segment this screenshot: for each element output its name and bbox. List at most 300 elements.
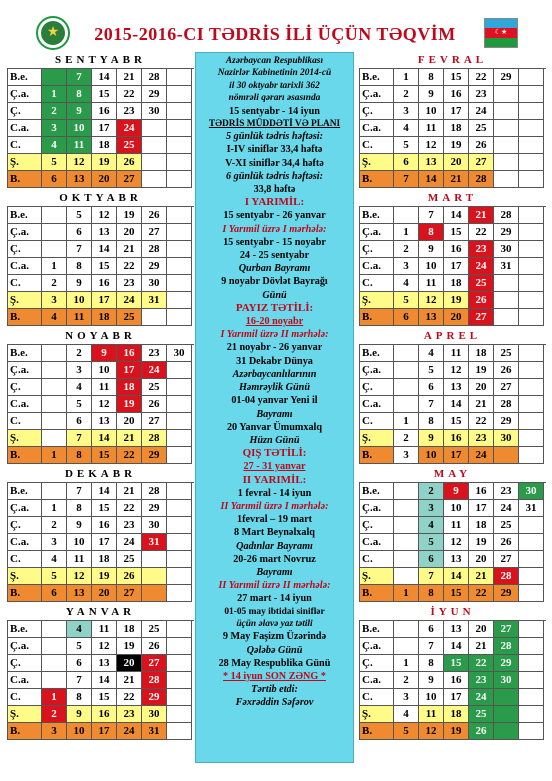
day-cell: 20 (92, 171, 117, 188)
day-cell: 19 (444, 137, 469, 154)
day-cell (42, 241, 67, 258)
weekday-label: Ç. (8, 241, 42, 258)
day-cell: 6 (42, 171, 67, 188)
day-cell: 16 (92, 517, 117, 534)
day-cell: 28 (494, 207, 519, 224)
day-cell: 7 (419, 207, 444, 224)
weekday-label: C. (8, 551, 42, 568)
day-cell: 30 (494, 672, 519, 689)
day-cell: 25 (469, 706, 494, 723)
day-cell (167, 585, 192, 602)
day-cell: 24 (469, 258, 494, 275)
day-cell (167, 500, 192, 517)
day-cell (519, 69, 544, 86)
day-cell: 27 (142, 224, 167, 241)
azerbaijan-flag-icon: ☾★ (484, 18, 518, 48)
day-cell (494, 292, 519, 309)
day-cell: 2 (394, 430, 419, 447)
day-cell: 5 (67, 207, 92, 224)
weekday-label: Ç. (8, 379, 42, 396)
day-cell: 18 (117, 379, 142, 396)
day-cell: 2 (419, 483, 444, 500)
day-cell: 26 (117, 568, 142, 585)
plan-line: 9 noyabr Dövlət Bayrağı (221, 276, 328, 288)
day-cell (519, 585, 544, 602)
day-cell: 2 (42, 103, 67, 120)
day-cell (42, 413, 67, 430)
day-cell: 27 (494, 379, 519, 396)
weekday-label: B.e. (8, 621, 42, 638)
day-cell (494, 154, 519, 171)
month-name: DEKABR (64, 468, 137, 480)
day-cell: 4 (42, 309, 67, 326)
day-cell (167, 137, 192, 154)
day-cell (519, 154, 544, 171)
day-cell: 15 (92, 86, 117, 103)
day-cell: 26 (469, 292, 494, 309)
weekday-label: Ç. (360, 517, 394, 534)
day-cell: 22 (469, 224, 494, 241)
day-cell: 2 (394, 672, 419, 689)
day-cell: 29 (142, 86, 167, 103)
day-cell: 27 (469, 309, 494, 326)
day-cell: 17 (117, 362, 142, 379)
month-sentyabr (7, 52, 194, 188)
plan-line: Qurban Bayramı (238, 263, 311, 275)
day-cell: 11 (92, 379, 117, 396)
day-cell: 8 (419, 655, 444, 672)
day-cell (167, 154, 192, 171)
day-cell: 8 (67, 689, 92, 706)
day-cell: 17 (92, 534, 117, 551)
day-cell: 16 (444, 672, 469, 689)
plan-line: 5 günlük tədris həftəsi: (225, 131, 324, 143)
day-cell: 1 (42, 689, 67, 706)
day-cell: 26 (142, 638, 167, 655)
day-cell (167, 534, 192, 551)
day-cell: 27 (494, 621, 519, 638)
day-cell: 5 (67, 396, 92, 413)
day-cell: 7 (419, 396, 444, 413)
day-cell (167, 258, 192, 275)
day-cell: 6 (67, 224, 92, 241)
day-cell (167, 430, 192, 447)
day-cell: 17 (92, 723, 117, 740)
day-cell: 7 (67, 430, 92, 447)
plan-line: 01-04 yanvar Yeni il (231, 395, 318, 407)
day-cell (42, 224, 67, 241)
day-cell: 17 (469, 500, 494, 517)
day-cell: 6 (419, 621, 444, 638)
month-name: YANVAR (65, 606, 136, 618)
weekday-label: B. (8, 585, 42, 602)
day-cell: 4 (394, 275, 419, 292)
month-name: OKTYABR (59, 192, 142, 204)
plan-line: 1fevral – 19 mart (237, 514, 312, 526)
day-cell: 30 (494, 241, 519, 258)
day-cell: 17 (92, 292, 117, 309)
day-cell: 8 (419, 413, 444, 430)
day-cell: 11 (419, 120, 444, 137)
day-cell: 29 (142, 689, 167, 706)
day-cell: 21 (117, 69, 142, 86)
day-cell: 21 (117, 483, 142, 500)
weekday-label: B. (8, 447, 42, 464)
day-cell (394, 345, 419, 362)
weekday-label: Ş. (8, 430, 42, 447)
day-cell: 23 (117, 517, 142, 534)
day-cell: 1 (394, 413, 419, 430)
day-cell: 20 (444, 154, 469, 171)
day-cell: 16 (444, 430, 469, 447)
day-cell: 8 (67, 86, 92, 103)
day-cell: 20 (469, 551, 494, 568)
day-cell (42, 483, 67, 500)
day-cell: 17 (444, 689, 469, 706)
weekday-label: B.e. (360, 345, 394, 362)
day-cell (167, 362, 192, 379)
weekday-label: B.e. (8, 345, 42, 362)
day-cell: 27 (117, 171, 142, 188)
weekday-label: Ç.a. (8, 638, 42, 655)
day-cell: 19 (92, 154, 117, 171)
day-cell: 29 (142, 500, 167, 517)
day-cell: 30 (142, 517, 167, 534)
day-cell (519, 207, 544, 224)
day-cell: 1 (394, 69, 419, 86)
day-cell (394, 379, 419, 396)
day-cell: 16 (444, 241, 469, 258)
day-cell: 29 (494, 69, 519, 86)
weekday-label: Ş. (360, 154, 394, 171)
day-cell (167, 568, 192, 585)
day-cell (519, 137, 544, 154)
day-cell: 13 (444, 551, 469, 568)
plan-line: il 30 oktyabr tarixli 362 (229, 80, 320, 91)
plan-line: Qadınlar Bayramı (236, 540, 313, 552)
day-cell (167, 241, 192, 258)
day-cell: 27 (494, 551, 519, 568)
weekday-label: B.e. (360, 621, 394, 638)
month-aprel (359, 328, 546, 464)
day-cell: 10 (419, 103, 444, 120)
plan-line: Bayramı (256, 566, 293, 578)
day-cell (394, 638, 419, 655)
day-cell: 29 (494, 224, 519, 241)
day-cell: 3 (42, 723, 67, 740)
day-cell: 31 (519, 500, 544, 517)
plan-line: üçün əlavə yaz tətili (236, 618, 313, 629)
day-cell: 18 (444, 120, 469, 137)
day-cell: 10 (444, 500, 469, 517)
day-cell (519, 379, 544, 396)
day-cell: 24 (494, 500, 519, 517)
day-cell: 25 (469, 275, 494, 292)
day-cell (167, 120, 192, 137)
day-cell: 26 (494, 362, 519, 379)
day-cell: 6 (42, 585, 67, 602)
weekday-label: B.e. (8, 207, 42, 224)
day-cell (394, 500, 419, 517)
day-cell (519, 430, 544, 447)
day-cell: 25 (117, 551, 142, 568)
day-cell: 15 (444, 69, 469, 86)
day-cell: 12 (419, 723, 444, 740)
day-cell: 14 (444, 396, 469, 413)
plan-line: I YARIMİL: (244, 196, 305, 209)
day-cell (167, 723, 192, 740)
day-cell: 23 (142, 345, 167, 362)
day-cell (519, 241, 544, 258)
day-cell: 8 (419, 224, 444, 241)
day-cell: 10 (419, 689, 444, 706)
weekday-label: C. (8, 413, 42, 430)
day-cell (142, 137, 167, 154)
day-cell: 13 (67, 585, 92, 602)
day-cell: 27 (142, 655, 167, 672)
day-cell: 7 (67, 241, 92, 258)
day-cell: 10 (67, 534, 92, 551)
day-cell: 19 (117, 396, 142, 413)
month-grid (7, 620, 194, 740)
weekday-label: C. (360, 413, 394, 430)
day-cell: 22 (469, 655, 494, 672)
day-cell: 21 (469, 638, 494, 655)
day-cell: 14 (92, 430, 117, 447)
day-cell: 3 (394, 258, 419, 275)
weekday-label: Ç.a. (360, 500, 394, 517)
plan-line: 31 Dekabr Dünya (236, 355, 313, 367)
day-cell: 3 (67, 362, 92, 379)
day-cell: 2 (67, 345, 92, 362)
weekday-label: C.a. (8, 534, 42, 551)
day-cell (142, 585, 167, 602)
day-cell: 9 (419, 430, 444, 447)
day-cell (167, 483, 192, 500)
month-grid (7, 68, 194, 188)
weekday-label: Ç. (8, 103, 42, 120)
day-cell: 11 (92, 621, 117, 638)
day-cell: 11 (67, 309, 92, 326)
day-cell (394, 534, 419, 551)
day-cell: 18 (444, 706, 469, 723)
day-cell: 18 (92, 551, 117, 568)
day-cell: 19 (444, 723, 469, 740)
day-cell: 12 (419, 292, 444, 309)
month-name: APREL (423, 330, 482, 342)
weekday-label: B.e. (360, 207, 394, 224)
plan-line: 28 May Respublika Günü (218, 657, 331, 669)
day-cell: 5 (67, 638, 92, 655)
day-cell: 28 (142, 672, 167, 689)
day-cell: 4 (42, 551, 67, 568)
day-cell: 5 (394, 292, 419, 309)
day-cell: 4 (394, 120, 419, 137)
weekday-label: Ç.a. (8, 86, 42, 103)
plan-line: 16-20 noyabr (245, 316, 304, 328)
month-grid (359, 344, 546, 464)
plan-line: 15 sentyabr - 15 noyabr (223, 236, 326, 248)
day-cell (394, 207, 419, 224)
day-cell (519, 345, 544, 362)
plan-line: 15 sentyabr - 14 iyun (229, 105, 320, 117)
day-cell: 12 (444, 534, 469, 551)
day-cell (42, 430, 67, 447)
day-cell (142, 568, 167, 585)
weekday-label: C. (360, 689, 394, 706)
weekday-label: C.a. (8, 258, 42, 275)
day-cell (167, 103, 192, 120)
day-cell: 10 (67, 292, 92, 309)
day-cell (394, 483, 419, 500)
weekday-label: Ç. (8, 517, 42, 534)
month-grid (7, 344, 194, 464)
day-cell: 21 (469, 396, 494, 413)
plan-line: I-IV siniflər 33,4 həftə (226, 144, 323, 156)
day-cell: 13 (419, 154, 444, 171)
day-cell: 18 (469, 517, 494, 534)
month-noyabr (7, 328, 194, 464)
day-cell: 9 (419, 241, 444, 258)
day-cell: 22 (469, 69, 494, 86)
weekday-label: B.e. (8, 69, 42, 86)
day-cell: 24 (142, 362, 167, 379)
day-cell (519, 171, 544, 188)
day-cell (167, 171, 192, 188)
page-title: 2015-2016-CI TƏDRİS İLİ ÜÇÜN TƏQVİM (94, 24, 456, 44)
day-cell: 12 (92, 207, 117, 224)
day-cell: 24 (469, 103, 494, 120)
day-cell: 29 (494, 413, 519, 430)
day-cell: 14 (444, 568, 469, 585)
plan-line: Nazirlər Kabinetinin 2014-cü (217, 68, 332, 79)
day-cell (167, 86, 192, 103)
plan-line: 27 mart - 14 iyun (237, 593, 312, 605)
plan-line: 24 - 25 sentyabr (239, 250, 310, 262)
month-yanvar (7, 604, 194, 740)
day-cell: 30 (142, 706, 167, 723)
month-name: FEVRAL (417, 54, 488, 66)
day-cell: 26 (469, 137, 494, 154)
day-cell: 19 (469, 362, 494, 379)
day-cell: 27 (117, 585, 142, 602)
day-cell: 21 (469, 568, 494, 585)
day-cell: 16 (444, 86, 469, 103)
plan-line: I Yarımil üzrə II mərhələ: (220, 329, 329, 341)
day-cell: 12 (92, 638, 117, 655)
day-cell (394, 362, 419, 379)
plan-line: 6 günlük tədris həftəsi: (225, 170, 324, 182)
plan-line: nömrəli qərarı əsasında (228, 93, 321, 104)
day-cell: 3 (419, 500, 444, 517)
day-cell: 2 (394, 86, 419, 103)
day-cell: 17 (444, 447, 469, 464)
day-cell (142, 171, 167, 188)
month-name: MART (427, 192, 478, 204)
day-cell (519, 551, 544, 568)
day-cell: 17 (92, 120, 117, 137)
day-cell: 12 (419, 137, 444, 154)
day-cell: 23 (469, 241, 494, 258)
day-cell: 30 (519, 483, 544, 500)
plan-line: 1 fevral - 14 iyun (237, 487, 312, 499)
day-cell: 19 (444, 292, 469, 309)
plan-line: Tərtib etdi: (251, 684, 298, 696)
day-cell: 28 (494, 568, 519, 585)
plan-line: II Yarımil üzrə II mərhələ: (218, 580, 331, 592)
day-cell: 30 (142, 103, 167, 120)
day-cell (519, 655, 544, 672)
day-cell: 21 (117, 241, 142, 258)
weekday-label: B. (360, 447, 394, 464)
day-cell (519, 672, 544, 689)
day-cell (519, 723, 544, 740)
month-fevral (359, 52, 546, 188)
day-cell: 7 (67, 69, 92, 86)
day-cell: 2 (42, 517, 67, 534)
day-cell: 24 (469, 689, 494, 706)
day-cell: 21 (469, 207, 494, 224)
day-cell: 3 (394, 447, 419, 464)
day-cell (42, 655, 67, 672)
day-cell (142, 551, 167, 568)
day-cell: 6 (67, 655, 92, 672)
month-may (359, 466, 546, 602)
day-cell: 16 (469, 483, 494, 500)
day-cell: 25 (469, 120, 494, 137)
day-cell: 9 (67, 517, 92, 534)
day-cell: 15 (444, 413, 469, 430)
weekday-label: Ç. (360, 103, 394, 120)
day-cell (519, 621, 544, 638)
day-cell (519, 120, 544, 137)
day-cell: 9 (419, 672, 444, 689)
weekday-label: C. (360, 275, 394, 292)
day-cell: 19 (117, 638, 142, 655)
day-cell: 18 (444, 275, 469, 292)
day-cell: 25 (494, 345, 519, 362)
weekday-label: Ş. (8, 154, 42, 171)
weekday-label: Ç.a. (8, 362, 42, 379)
plan-line: 8 Mart Beynəlxalq (234, 527, 315, 539)
day-cell (42, 638, 67, 655)
day-cell: 3 (42, 120, 67, 137)
day-cell: 22 (117, 258, 142, 275)
day-cell: 4 (67, 621, 92, 638)
day-cell (42, 621, 67, 638)
weekday-label: Ç.a. (8, 500, 42, 517)
day-cell (167, 672, 192, 689)
day-cell: 1 (42, 500, 67, 517)
day-cell: 13 (92, 413, 117, 430)
plan-line: TƏDRİS MÜDDƏTİ VƏ PLANI (208, 118, 341, 129)
day-cell (519, 86, 544, 103)
day-cell (394, 396, 419, 413)
day-cell (519, 413, 544, 430)
weekday-label: Ş. (360, 430, 394, 447)
day-cell: 3 (394, 103, 419, 120)
plan-line: PAYIZ TƏTİLİ: (235, 301, 314, 314)
day-cell (394, 621, 419, 638)
day-cell (519, 396, 544, 413)
day-cell: 23 (117, 706, 142, 723)
day-cell: 5 (42, 154, 67, 171)
day-cell: 19 (117, 207, 142, 224)
day-cell: 18 (92, 309, 117, 326)
day-cell (519, 517, 544, 534)
weekday-label: B.e. (360, 69, 394, 86)
day-cell: 5 (394, 723, 419, 740)
